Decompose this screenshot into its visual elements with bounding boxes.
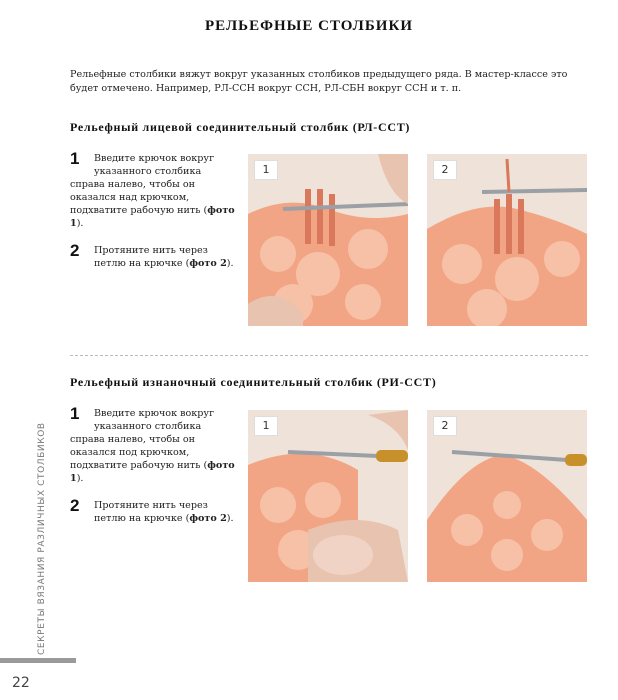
side-decoration-bar <box>0 658 76 663</box>
step-number: 2 <box>70 496 80 515</box>
step-2 <box>70 496 235 525</box>
step-number: 1 <box>70 149 80 168</box>
step-number: 2 <box>70 241 80 260</box>
photo-front-post-1 <box>248 154 408 326</box>
photo-front-post-2 <box>427 154 587 326</box>
photo-back-post-2 <box>427 410 587 582</box>
step-text: Введите крючок вокруг указанного столбика справа налево, чтобы он оказался над крючком, подхватите рабочую нить (фото 1). <box>70 153 235 229</box>
steps-back-post <box>70 404 235 539</box>
photo-back-post-1 <box>248 410 408 582</box>
section-divider <box>70 355 588 356</box>
steps-front-post <box>70 149 235 284</box>
page-title: РЕЛЬЕФНЫЕ СТОЛБИКИ <box>205 18 413 34</box>
side-running-title: СЕКРЕТЫ ВЯЗАНИЯ РАЗЛИЧНЫХ СТОЛБИКОВ <box>37 422 47 655</box>
step-1 <box>70 149 235 230</box>
photo-label: 2 <box>433 416 457 436</box>
intro-paragraph: Рельефные столбики вяжут вокруг указанных столбиков предыдущего ряда. В мастер-классе это будет отмечено. Например, РЛ-ССН вокруг ССН, РЛ-СБН вокруг ССН и т. п. <box>70 69 568 94</box>
page-number: 22 <box>12 675 30 691</box>
photo-label: 2 <box>433 160 457 180</box>
step-number: 1 <box>70 404 80 423</box>
photo-label: 1 <box>254 416 278 436</box>
step-text: Протяните нить через петлю на крючке (фото 2). <box>94 500 234 524</box>
section-title-back-post: Рельефный изнаночный соединительный столбик (РИ-ССТ) <box>70 375 437 389</box>
section-title-front-post: Рельефный лицевой соединительный столбик (РЛ-ССТ) <box>70 120 411 134</box>
step-text: Протяните нить через петлю на крючке (фото 2). <box>94 245 234 269</box>
step-2 <box>70 241 235 270</box>
photo-label: 1 <box>254 160 278 180</box>
step-1 <box>70 404 235 485</box>
step-text: Введите крючок вокруг указанного столбика справа налево, чтобы он оказался под крючком, подхватите рабочую нить (фото 1). <box>70 408 235 484</box>
